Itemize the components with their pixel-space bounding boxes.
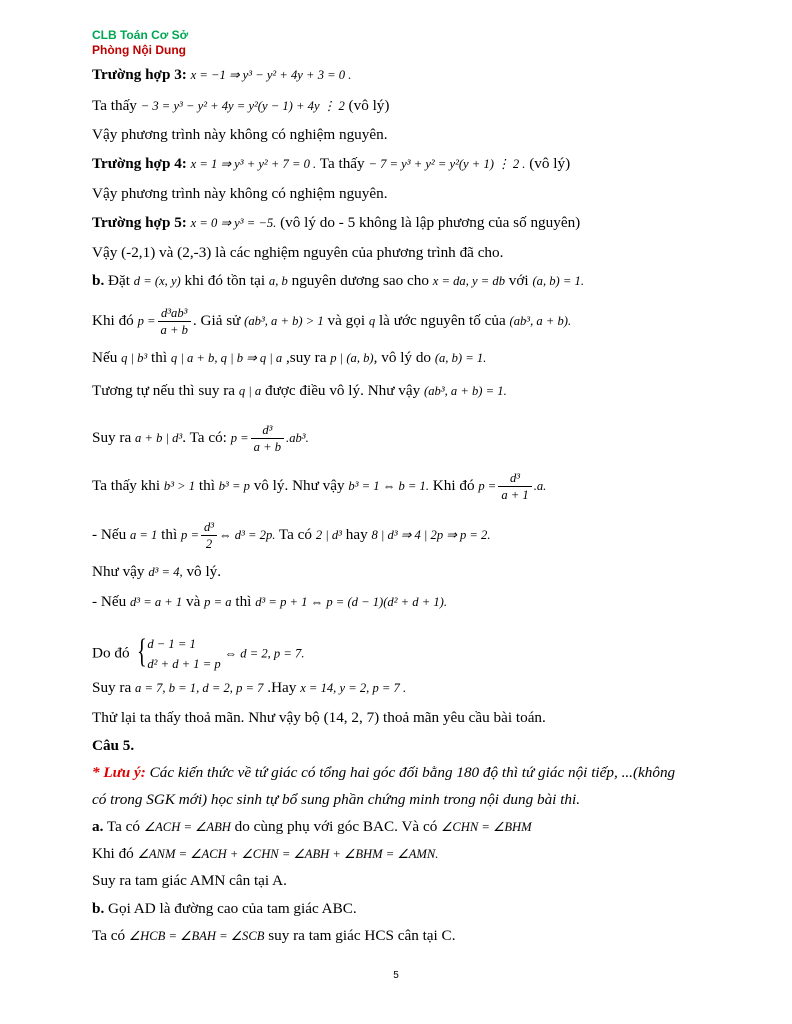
contradiction-line: Như vậy d³ = 4, vô lý.	[92, 563, 222, 580]
note-line-continued: có trong SGK mới) học sinh tự bổ sung phần chứng minh trong nội dung bài thi.	[92, 791, 581, 808]
note-line: * Lưu ý: Các kiến thức về tứ giác có tổng hai góc đối bằng 180 độ thì tứ giác nội tiếp, ...(không	[92, 764, 676, 781]
fraction: $\frac{\text{d³}}{a + 1}$	[498, 471, 531, 502]
department-name: Phòng Nội Dung	[92, 43, 186, 57]
question-5-heading: Câu 5.	[92, 737, 135, 754]
verification-line: Thử lại ta thấy thoả mãn. Như vậy bộ (14, 2, 7) thoả mãn yêu cầu bài toán.	[92, 709, 546, 726]
equation-system: { d − 1 = 1 d² + d + 1 = p	[137, 633, 221, 671]
case-5-line: Trường hợp 5: x = 0 ⇒ y³ = −5. (vô lý do - 5 không là lập phương của số nguyên)	[92, 214, 581, 231]
part-b-setup: b. Đặt d = (x, y) khi đó tồn tại a, b nguyên dương sao cho x = da, y = db với (a, b) = 1.	[92, 272, 584, 289]
p-formula-line: Khi đó p = $\frac{\text{d³ab³}}{a + b}$ . Giả sử (ab³, a + b) > 1 và gọi q là ước nguyên tố của (ab³, a + b).	[92, 306, 572, 337]
case-3-analysis: Ta thấy − 3 = y³ − y² + 4y = y²(y − 1) + 4y ⋮ 2 (vô lý)	[92, 97, 390, 114]
club-name: CLB Toán Cơ Sở	[92, 28, 189, 42]
case-4-conclusion: Vậy phương trình này không có nghiệm nguyên.	[92, 185, 388, 202]
divisibility-line: Suy ra a + b | d³. Ta có: p = $\frac{\text{d³}}{a + b}$ .ab³.	[92, 423, 309, 454]
if-q-divides-b-line: Nếu q | b³ thì q | a + b, q | b ⇒ q | a ,suy ra p | (a, b), vô lý do (a, b) = 1.	[92, 349, 487, 366]
case-3-conclusion: Vậy phương trình này không có nghiệm nguyên.	[92, 126, 388, 143]
solutions-summary: Vậy (-2,1) và (2,-3) là các nghiệm nguyên của phương trình đã cho.	[92, 244, 504, 261]
isosceles-conclusion: Suy ra tam giác AMN cân tại A.	[92, 872, 287, 889]
case-4-line: Trường hợp 4: x = 1 ⇒ y³ + y² + 7 = 0 . Ta thấy − 7 = y³ + y² = y²(y + 1) ⋮ 2 . (vô lý)	[92, 155, 571, 172]
case-3-line: Trường hợp 3: x = −1 ⇒ y³ − y² + 4y + 3 = 0 .	[92, 66, 352, 83]
part-b-line: b. Gọi AD là đường cao của tam giác ABC.	[92, 900, 357, 917]
page-number: 5	[393, 970, 399, 981]
fraction: $\frac{\text{d³}}{a + b}$	[251, 423, 284, 454]
case-d3-line: - Nếu d³ = a + 1 và p = a thì d³ = p + 1 ⇔ p = (d − 1)(d² + d + 1).	[92, 593, 448, 610]
left-brace: {	[137, 633, 148, 670]
result-line: Suy ra a = 7, b = 1, d = 2, p = 7 .Hay x = 14, y = 2, p = 7 .	[92, 679, 407, 696]
similarly-line: Tương tự nếu thì suy ra q | a được điều vô lý. Như vậy (ab³, a + b) = 1.	[92, 382, 507, 399]
case-a-equals-one: - Nếu a = 1 thì p = $\frac{\text{d³}}{2}$ ⇔ d³ = 2p. Ta có 2 | d³ hay 8 | d³ ⇒ 4 | 2p ⇒ p = 2.	[92, 520, 491, 551]
part-a-line: a. Ta có ∠ACH = ∠ABH do cùng phụ với góc BAC. Và có ∠CHN = ∠BHM	[92, 818, 532, 835]
fraction: $\frac{\text{d³}}{2}$	[201, 520, 217, 551]
b-equals-one-line: Ta thấy khi b³ > 1 thì b³ = p vô lý. Như vậy b³ = 1 ⇔ b = 1. Khi đó p = $\frac{\text{d³}}{a + 1}$ .a.	[92, 471, 547, 502]
system-line: Do đó { d − 1 = 1 d² + d + 1 = p ⇔ d = 2, p = 7.	[92, 634, 304, 674]
hcs-line: Ta có ∠HCB = ∠BAH = ∠SCB suy ra tam giác HCS cân tại C.	[92, 927, 456, 944]
angle-sum-line: Khi đó ∠ANM = ∠ACH + ∠CHN = ∠ABH + ∠BHM = ∠AMN.	[92, 845, 439, 862]
fraction: $\frac{\text{d³ab³}}{a + b}$	[158, 306, 191, 337]
